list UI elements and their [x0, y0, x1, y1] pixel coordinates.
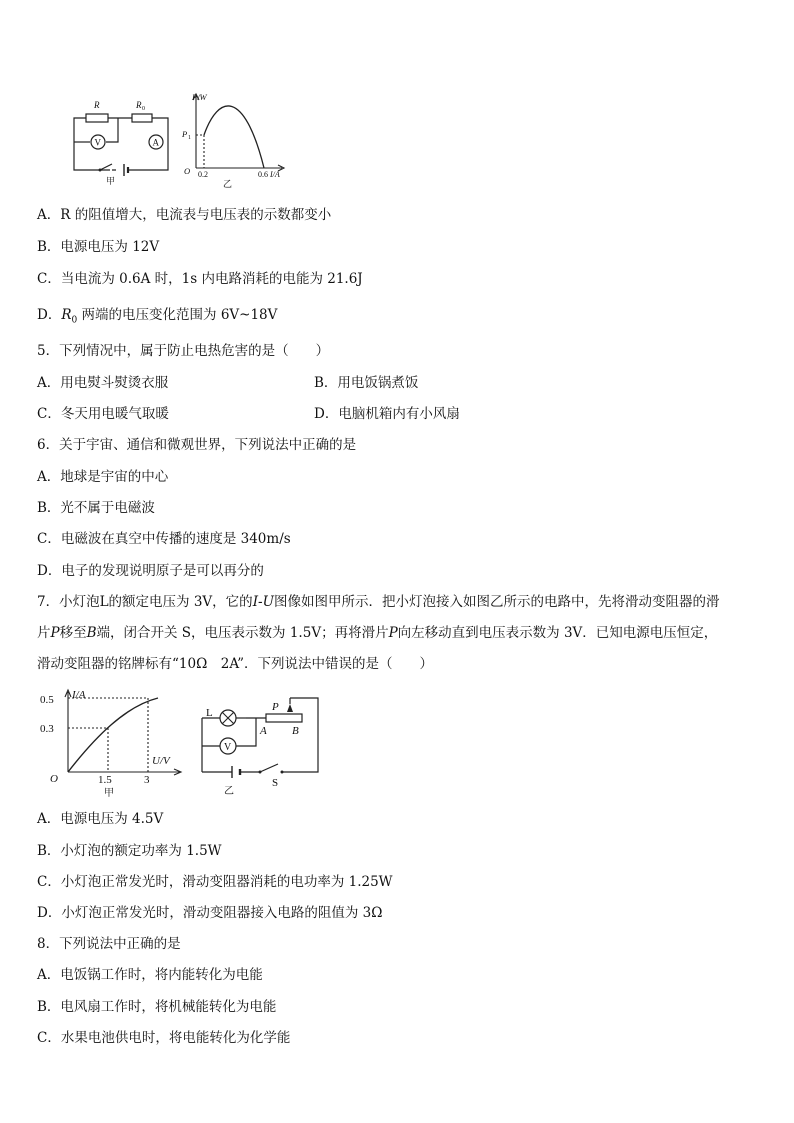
origin-label: O: [184, 166, 191, 176]
q6-option-d: D．电子的发现说明原子是可以再分的: [37, 563, 264, 579]
resistor-r: [86, 114, 108, 122]
caption-jia: 甲: [106, 176, 116, 186]
switch-label: S: [272, 777, 279, 789]
voltmeter-label: V: [224, 742, 232, 753]
q4-option-b: B．电源电压为 12V: [37, 239, 160, 255]
x-axis-label: I/A: [270, 170, 280, 179]
q4-power-graph: [178, 90, 298, 188]
rheostat: [266, 714, 302, 722]
label-r0-sub: 0: [142, 106, 145, 112]
tick-3: 3: [144, 774, 150, 786]
tick-0-5: 0.5: [40, 694, 54, 706]
end-a-label: A: [260, 725, 267, 737]
x-axis-label: U/V: [152, 755, 170, 767]
resistor-r0: [132, 114, 152, 122]
slider-label: P: [272, 701, 279, 713]
slider-arrow-icon: [287, 704, 293, 712]
q8-option-a: A．电饭锅工作时，将内能转化为电能: [37, 967, 263, 983]
q7-option-d: D．小灯泡正常发光时，滑动变阻器接入电路的阻值为 3Ω: [37, 905, 383, 921]
q7-circuit-diagram: [196, 690, 332, 798]
q8-stem: 8．下列说法中正确的是: [37, 936, 181, 952]
power-curve: [204, 106, 264, 168]
caption-yi: 乙: [223, 179, 233, 189]
q5-option-a: A．用电熨斗熨烫衣服: [37, 375, 169, 391]
origin-label: O: [50, 773, 58, 785]
tick-0-6: 0.6: [258, 170, 268, 179]
q5-stem: 5．下列情况中，属于防止电热危害的是（ ）: [37, 343, 330, 359]
p1-sub: 1: [188, 135, 191, 141]
iu-curve: [68, 698, 158, 772]
switch-icon: [260, 764, 278, 772]
tick-1-5: 1.5: [98, 774, 112, 786]
q4-option-a: A．R 的阻值增大，电流表与电压表的示数都变小: [37, 207, 332, 223]
q5-option-b: B．用电饭锅煮饭: [314, 375, 419, 391]
q7-option-c: C．小灯泡正常发光时，滑动变阻器消耗的电功率为 1.25W: [37, 874, 393, 890]
label-r: R: [94, 100, 100, 110]
q6-stem: 6．关于宇宙、通信和微观世界，下列说法中正确的是: [37, 437, 357, 453]
q8-option-b: B．电风扇工作时，将机械能转化为电能: [37, 999, 277, 1015]
q6-option-b: B．光不属于电磁波: [37, 500, 155, 516]
caption-jia: 甲: [104, 788, 114, 799]
q7-option-b: B．小灯泡的额定功率为 1.5W: [37, 843, 222, 859]
q8-option-c: C．水果电池供电时，将电能转化为化学能: [37, 1030, 291, 1046]
q4-option-d: D．$R_0$ 两端的电压变化范围为 6V~18V: [37, 307, 278, 326]
q7-stem-line3: 滑动变阻器的铭牌标有“10Ω 2A”．下列说法中错误的是（ ）: [37, 656, 434, 672]
caption-yi: 乙: [224, 786, 234, 797]
q7-stem-line2: 片P移至B端，闭合开关 S，电压表示数为 1.5V；再将滑片P向左移动直到电压表示数为 3V．已知电源电压恒定，: [37, 625, 718, 641]
y-axis-label: I/A: [72, 689, 86, 701]
q6-option-a: A．地球是宇宙的中心: [37, 469, 169, 485]
label-r0: R: [136, 100, 142, 110]
ammeter-label: A: [152, 137, 159, 148]
q7-option-a: A．电源电压为 4.5V: [37, 811, 164, 827]
q5-option-c: C．冬天用电暖气取暖: [37, 406, 169, 422]
q7-stem-line1: 7．小灯泡L的额定电压为 3V，它的I-U图像如图甲所示．把小灯泡接入如图乙所示的电路中，先将滑动变阻器的滑: [37, 594, 720, 610]
q5-option-d: D．电脑机箱内有小风扇: [314, 406, 460, 422]
lamp-label: L: [206, 707, 213, 719]
p1-label: P: [182, 129, 188, 139]
tick-0-2: 0.2: [198, 170, 208, 179]
q7-iu-graph: [36, 686, 186, 798]
voltmeter-label: V: [94, 137, 101, 148]
q6-option-c: C．电磁波在真空中传播的速度是 340m/s: [37, 531, 291, 547]
y-axis-label: P/W: [192, 92, 207, 102]
q4-circuit-diagram: [60, 96, 180, 188]
end-b-label: B: [292, 725, 299, 737]
q4-option-c: C．当电流为 0.6A 时，1s 内电路消耗的电能为 21.6J: [37, 271, 363, 287]
tick-0-3: 0.3: [40, 723, 54, 735]
